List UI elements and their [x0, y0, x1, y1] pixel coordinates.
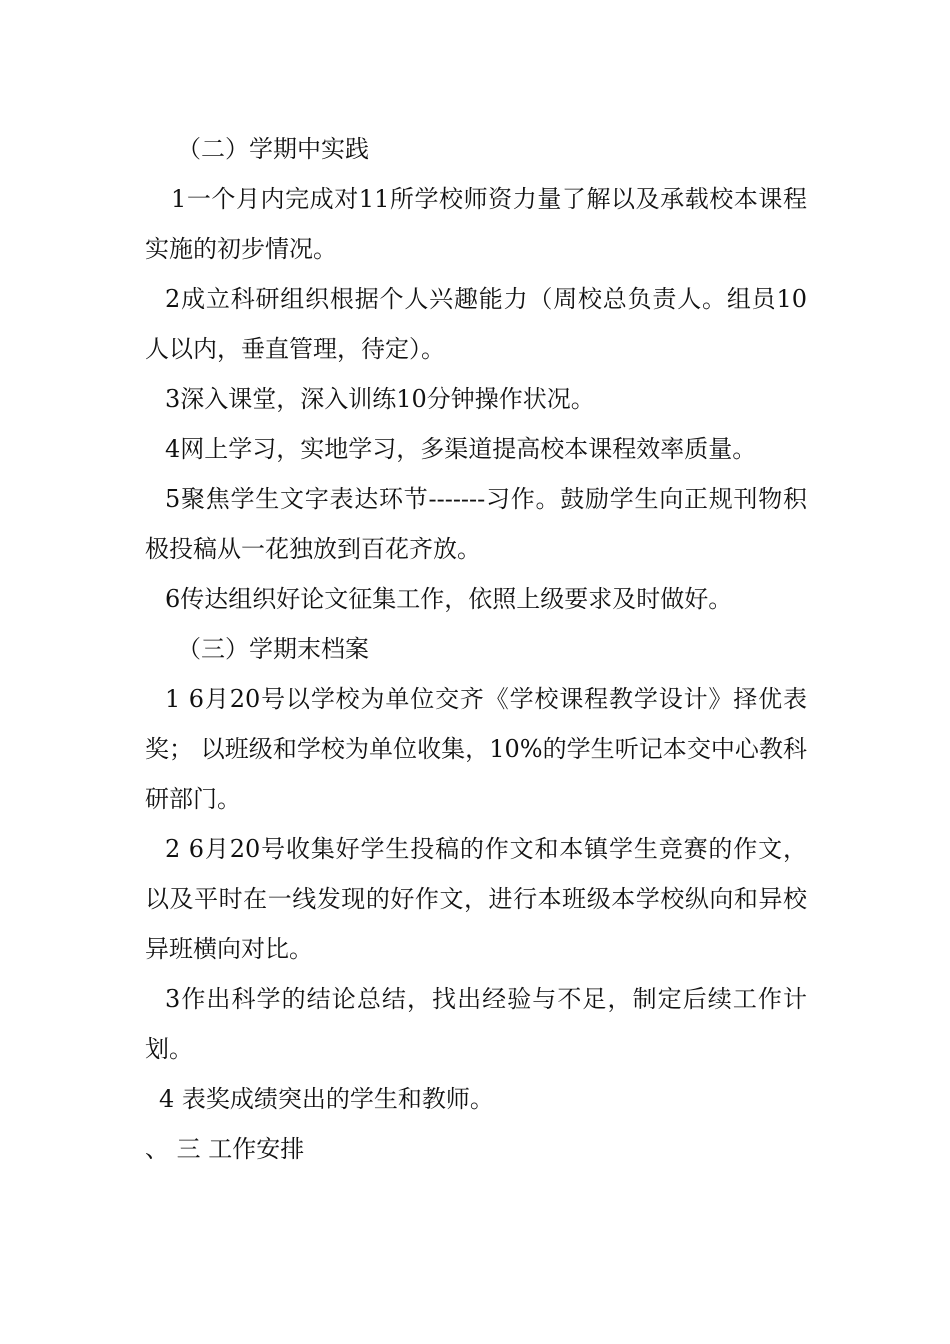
paragraph-end-item-3: 3作出科学的结论总结，找出经验与不足，制定后续工作计划。	[145, 985, 807, 1063]
section-heading-work-arrangement: 、 三 工作安排	[145, 1135, 305, 1163]
section-heading-midterm: （二）学期中实践	[177, 135, 369, 163]
paragraph-end-item-1: 1 6月20号以学校为单位交齐《学校课程教学设计》择优表奖； 以班级和学校为单位收集，10%的学生听记本交中心教科研部门。	[145, 685, 807, 813]
paragraph-item-3: 3深入课堂，深入训练10分钟操作状况。	[165, 385, 595, 413]
paragraph-item-1: 1一个月内完成对11所学校师资力量了解以及承载校本课程实施的初步情况。	[145, 185, 807, 263]
paragraph-item-2: 2成立科研组织根据个人兴趣能力（周校总负责人。组员10人以内，垂直管理，待定）。	[145, 285, 807, 363]
paragraph-item-4: 4网上学习，实地学习，多渠道提高校本课程效率质量。	[165, 435, 757, 463]
paragraph-item-6: 6传达组织好论文征集工作，依照上级要求及时做好。	[165, 585, 733, 613]
paragraph-end-item-2: 2 6月20号收集好学生投稿的作文和本镇学生竞赛的作文，以及平时在一线发现的好作文，进行本班级本学校纵向和异校异班横向对比。	[145, 835, 807, 963]
section-heading-endterm: （三）学期末档案	[177, 635, 369, 663]
document-body	[145, 124, 807, 1174]
paragraph-end-item-4: 4 表奖成绩突出的学生和教师。	[159, 1085, 494, 1113]
paragraph-item-5: 5聚焦学生文字表达环节-------习作。鼓励学生向正规刊物积极投稿从一花独放到百花齐放。	[145, 485, 807, 563]
